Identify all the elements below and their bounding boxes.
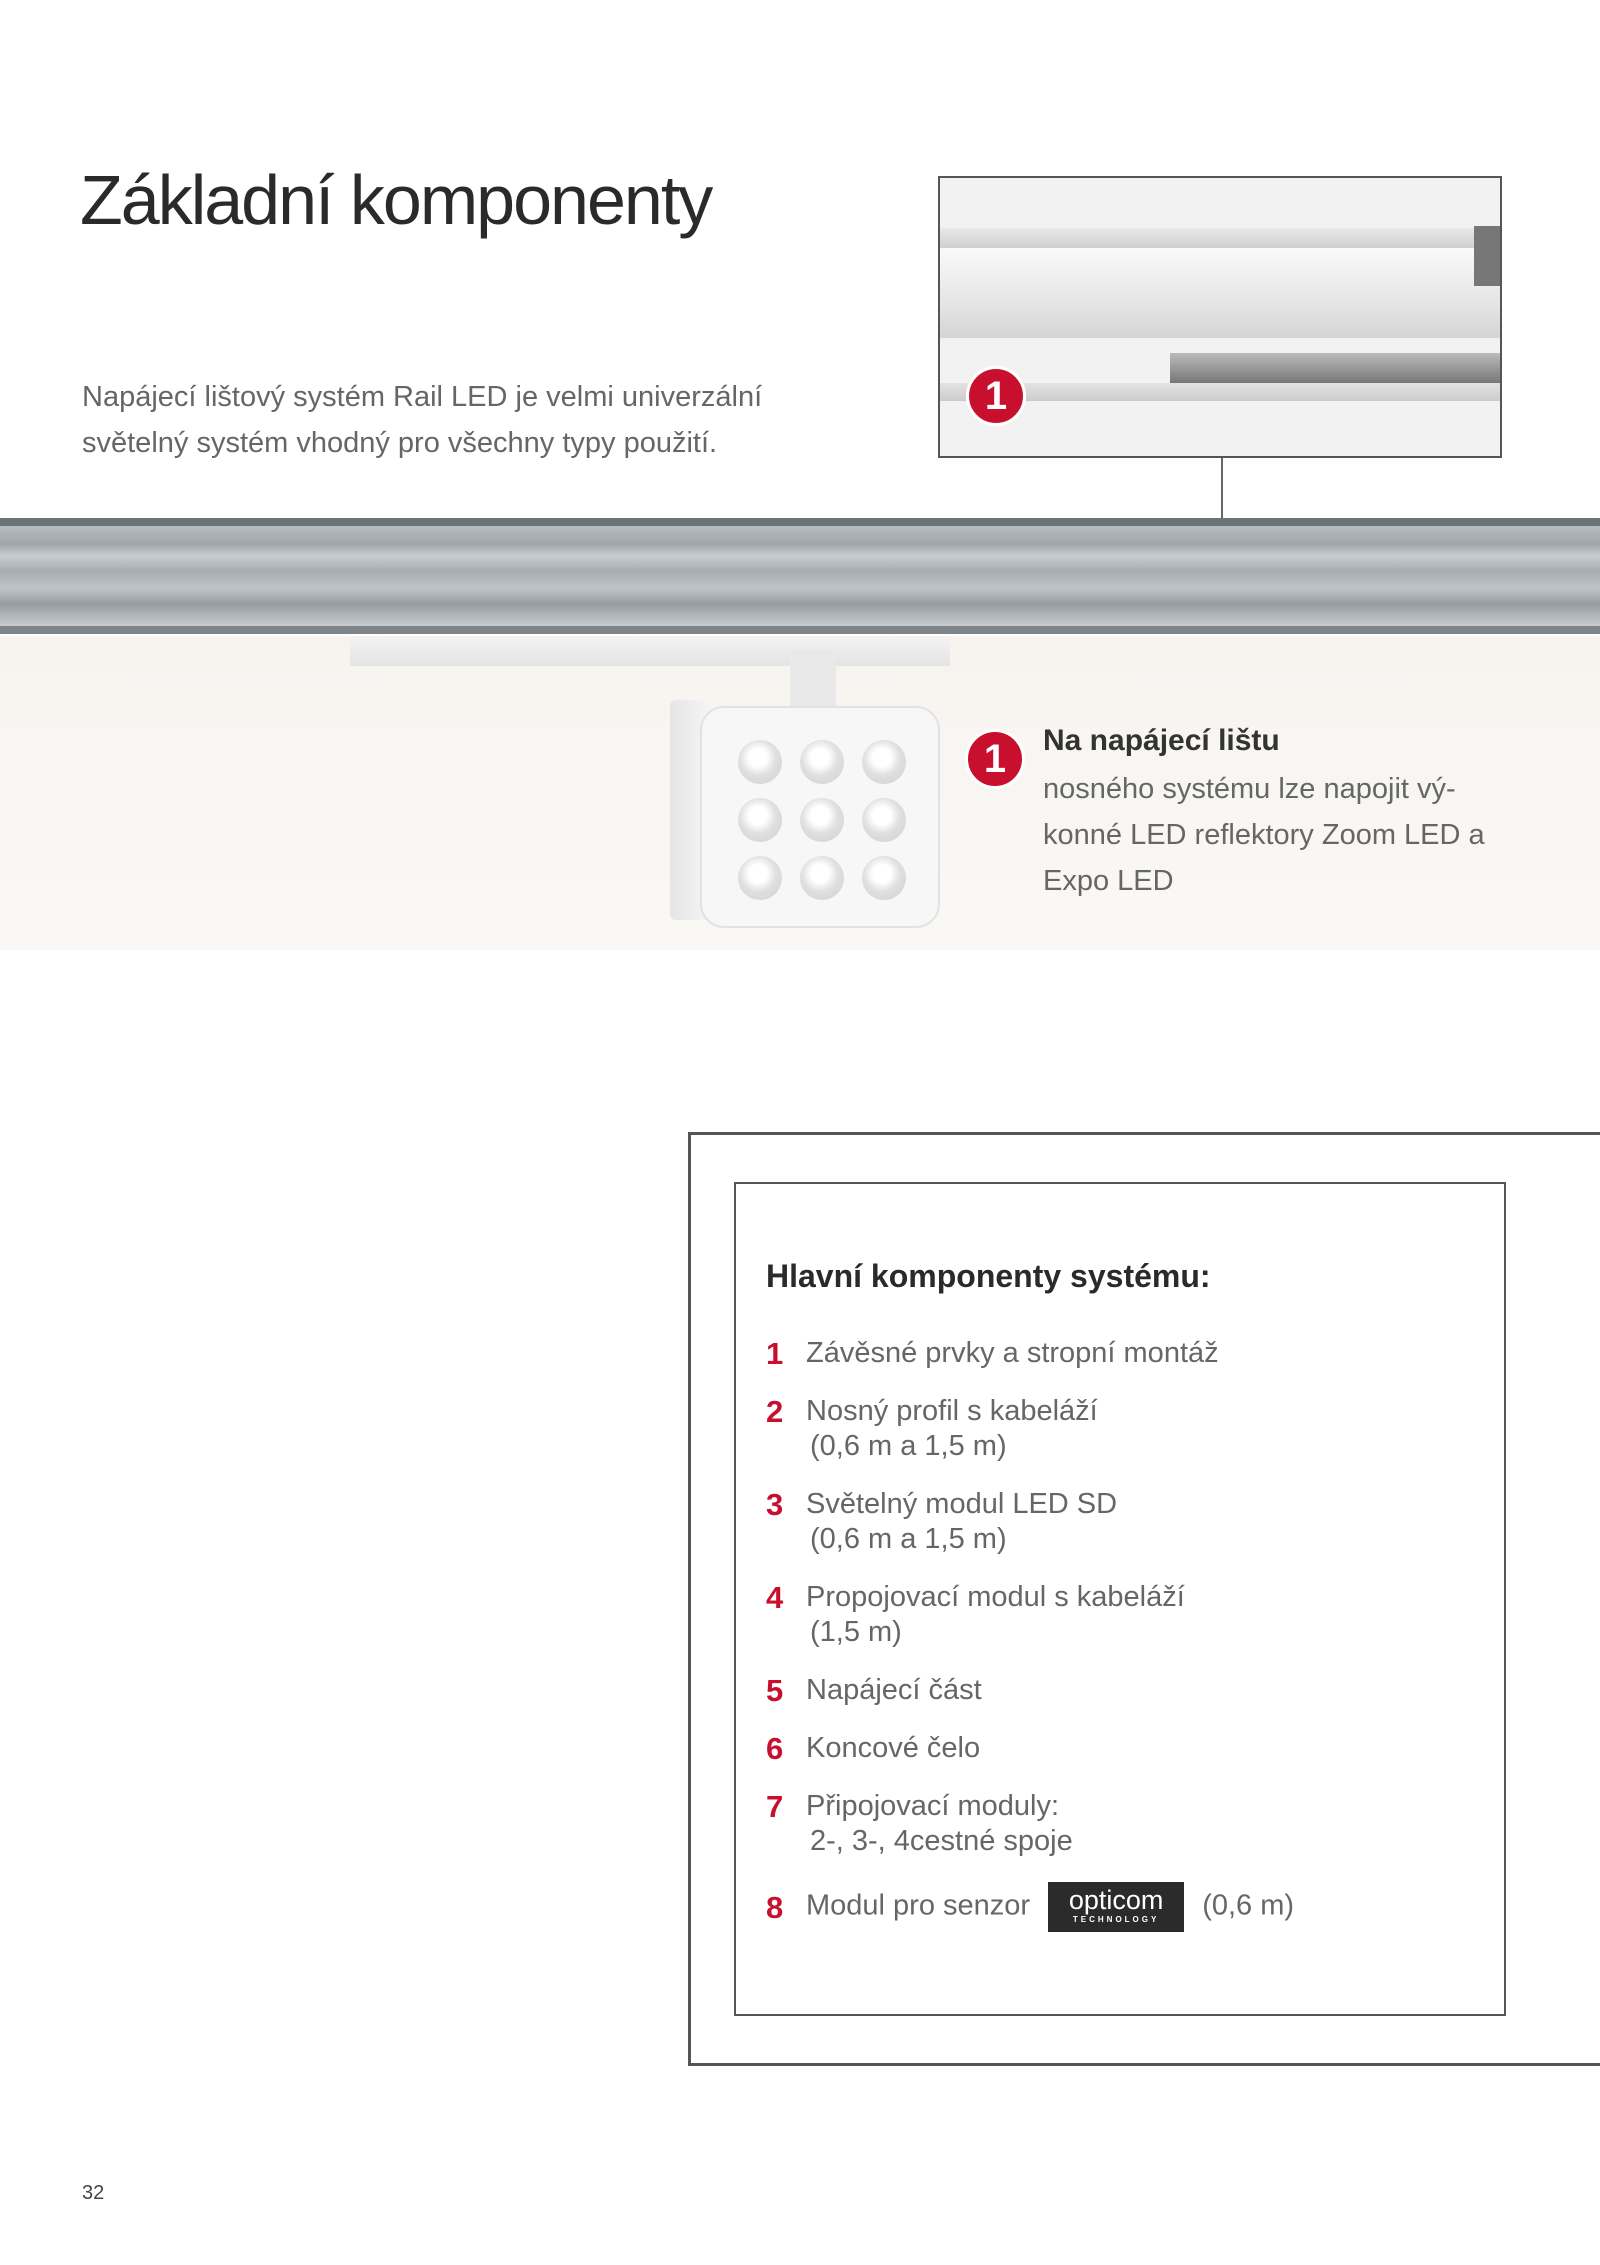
list-item [766, 1731, 1486, 1766]
list-item [766, 1580, 1486, 1650]
page-title: Základní komponenty [80, 161, 712, 239]
components-list [766, 1336, 1486, 1955]
item-subtext: (1,5 m) [810, 1616, 902, 1648]
item-text: Modul pro senzor [806, 1889, 1031, 1922]
item-text: Nosný profil s kabeláží [806, 1395, 1098, 1427]
item-number: 6 [766, 1731, 784, 1766]
item-number: 4 [766, 1580, 784, 1615]
rail-adapter [350, 636, 950, 666]
page-number: 32 [82, 2182, 105, 2204]
callout-body: nosného systému lze napojit vý-konné LED reflektory Zoom LED a Expo LED [1043, 773, 1485, 897]
logo-main-text: opticom [1068, 1885, 1164, 1915]
list-item [766, 1673, 1486, 1708]
callout-title: Na napájecí lištu [1043, 724, 1280, 757]
components-title: Hlavní komponenty systému: [766, 1258, 1211, 1294]
item-number: 8 [766, 1889, 784, 1925]
list-item [766, 1882, 1486, 1932]
detail-badge: 1 [966, 366, 1026, 426]
item-subtext: 2-, 3-, 4cestné spoje [810, 1825, 1073, 1857]
item-subtext: (0,6 m a 1,5 m) [810, 1430, 1007, 1462]
callout-badge: 1 [965, 729, 1025, 789]
item-number: 2 [766, 1394, 784, 1429]
item-subtext: (0,6 m a 1,5 m) [810, 1523, 1007, 1555]
spotlight-image [700, 706, 940, 928]
item-suffix: (0,6 m) [1202, 1889, 1295, 1922]
item-number: 3 [766, 1487, 784, 1522]
item-text: Připojovací moduly: [806, 1790, 1060, 1822]
logo-sub-text: TECHNOLOGY [1072, 1915, 1160, 1924]
item-text: Napájecí část [806, 1674, 982, 1706]
item-number: 5 [766, 1673, 784, 1708]
opticom-logo [1048, 1882, 1184, 1932]
list-item [766, 1394, 1486, 1464]
rail-profile-image [0, 518, 1600, 638]
intro-text: Napájecí lištový systém Rail LED je velmi univerzální světelný systém vhodný pro všechny typy použití. [82, 381, 763, 459]
list-item [766, 1789, 1486, 1859]
item-number: 1 [766, 1336, 784, 1371]
item-text: Propojovací modul s kabeláží [806, 1581, 1185, 1613]
item-text: Závěsné prvky a stropní montáž [806, 1337, 1219, 1369]
rail-detail-image [938, 176, 1502, 458]
item-number: 7 [766, 1789, 784, 1824]
item-text: Koncové čelo [806, 1732, 981, 1764]
adapter-stem [790, 650, 836, 710]
list-item [766, 1336, 1486, 1371]
list-item [766, 1487, 1486, 1557]
item-text: Světelný modul LED SD [806, 1488, 1118, 1520]
